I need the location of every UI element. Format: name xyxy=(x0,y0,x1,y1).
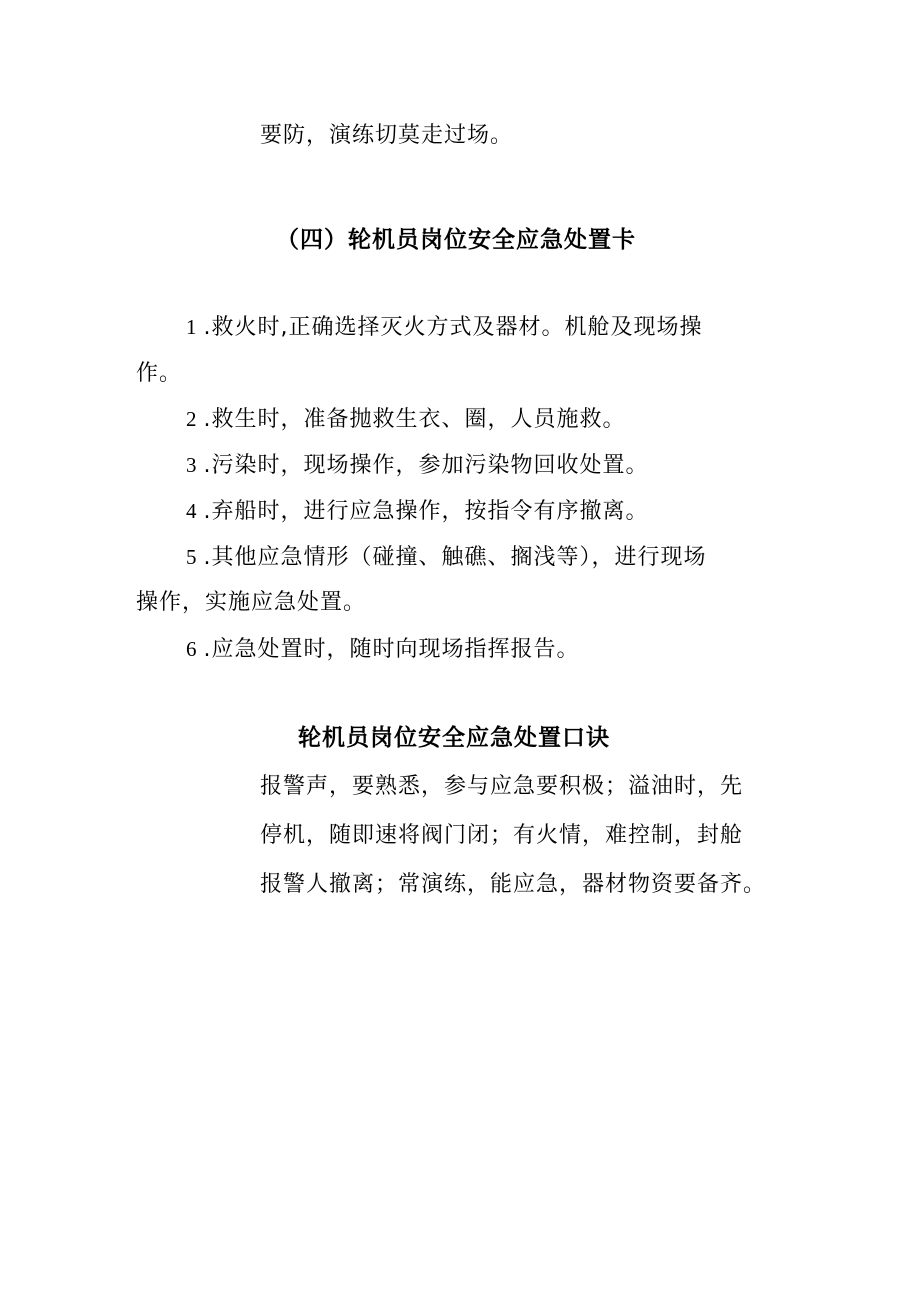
list-item-continuation: 操作，实施应急处置。 xyxy=(136,590,367,615)
section-title: （四）轮机员岗位安全应急处置卡 xyxy=(276,227,636,253)
mnemonic-title: 轮机员岗位安全应急处置口诀 xyxy=(298,725,610,751)
list-item xyxy=(186,543,707,572)
item-number: 1 xyxy=(186,315,198,339)
item-number: 6 xyxy=(186,637,198,661)
item-number: 4 xyxy=(186,499,198,523)
verse-line: 报警声，要熟悉，参与应急要积极；溢油时，先 xyxy=(260,774,744,799)
list-item xyxy=(186,635,580,664)
item-number: 3 xyxy=(186,453,198,477)
list-item xyxy=(186,497,649,526)
item-text: .应急处置时，随时向现场指挥报告。 xyxy=(203,637,580,662)
item-number: 5 xyxy=(186,545,198,569)
verse-line: 停机，随即速将阀门闭；有火情，难控制，封舱 xyxy=(260,823,744,848)
item-text: .救火时,正确选择灭火方式及器材。机舱及现场操 xyxy=(203,315,703,340)
list-item xyxy=(186,405,626,434)
item-text: .其他应急情形（碰撞、触礁、搁浅等），进行现场 xyxy=(203,545,707,570)
list-item xyxy=(186,313,703,342)
list-item-continuation: 作。 xyxy=(136,361,183,386)
item-text: .污染时，现场操作，参加污染物回收处置。 xyxy=(203,453,649,478)
intro-continuation: 要防，演练切莫走过场。 xyxy=(260,123,514,148)
item-text: .救生时，准备抛救生衣、圈，人员施救。 xyxy=(203,407,626,432)
item-number: 2 xyxy=(186,407,198,431)
item-text: .弃船时，进行应急操作，按指令有序撤离。 xyxy=(203,499,649,524)
verse-line: 报警人撤离；常演练，能应急，器材物资要备齐。 xyxy=(260,872,767,897)
list-item xyxy=(186,451,649,480)
